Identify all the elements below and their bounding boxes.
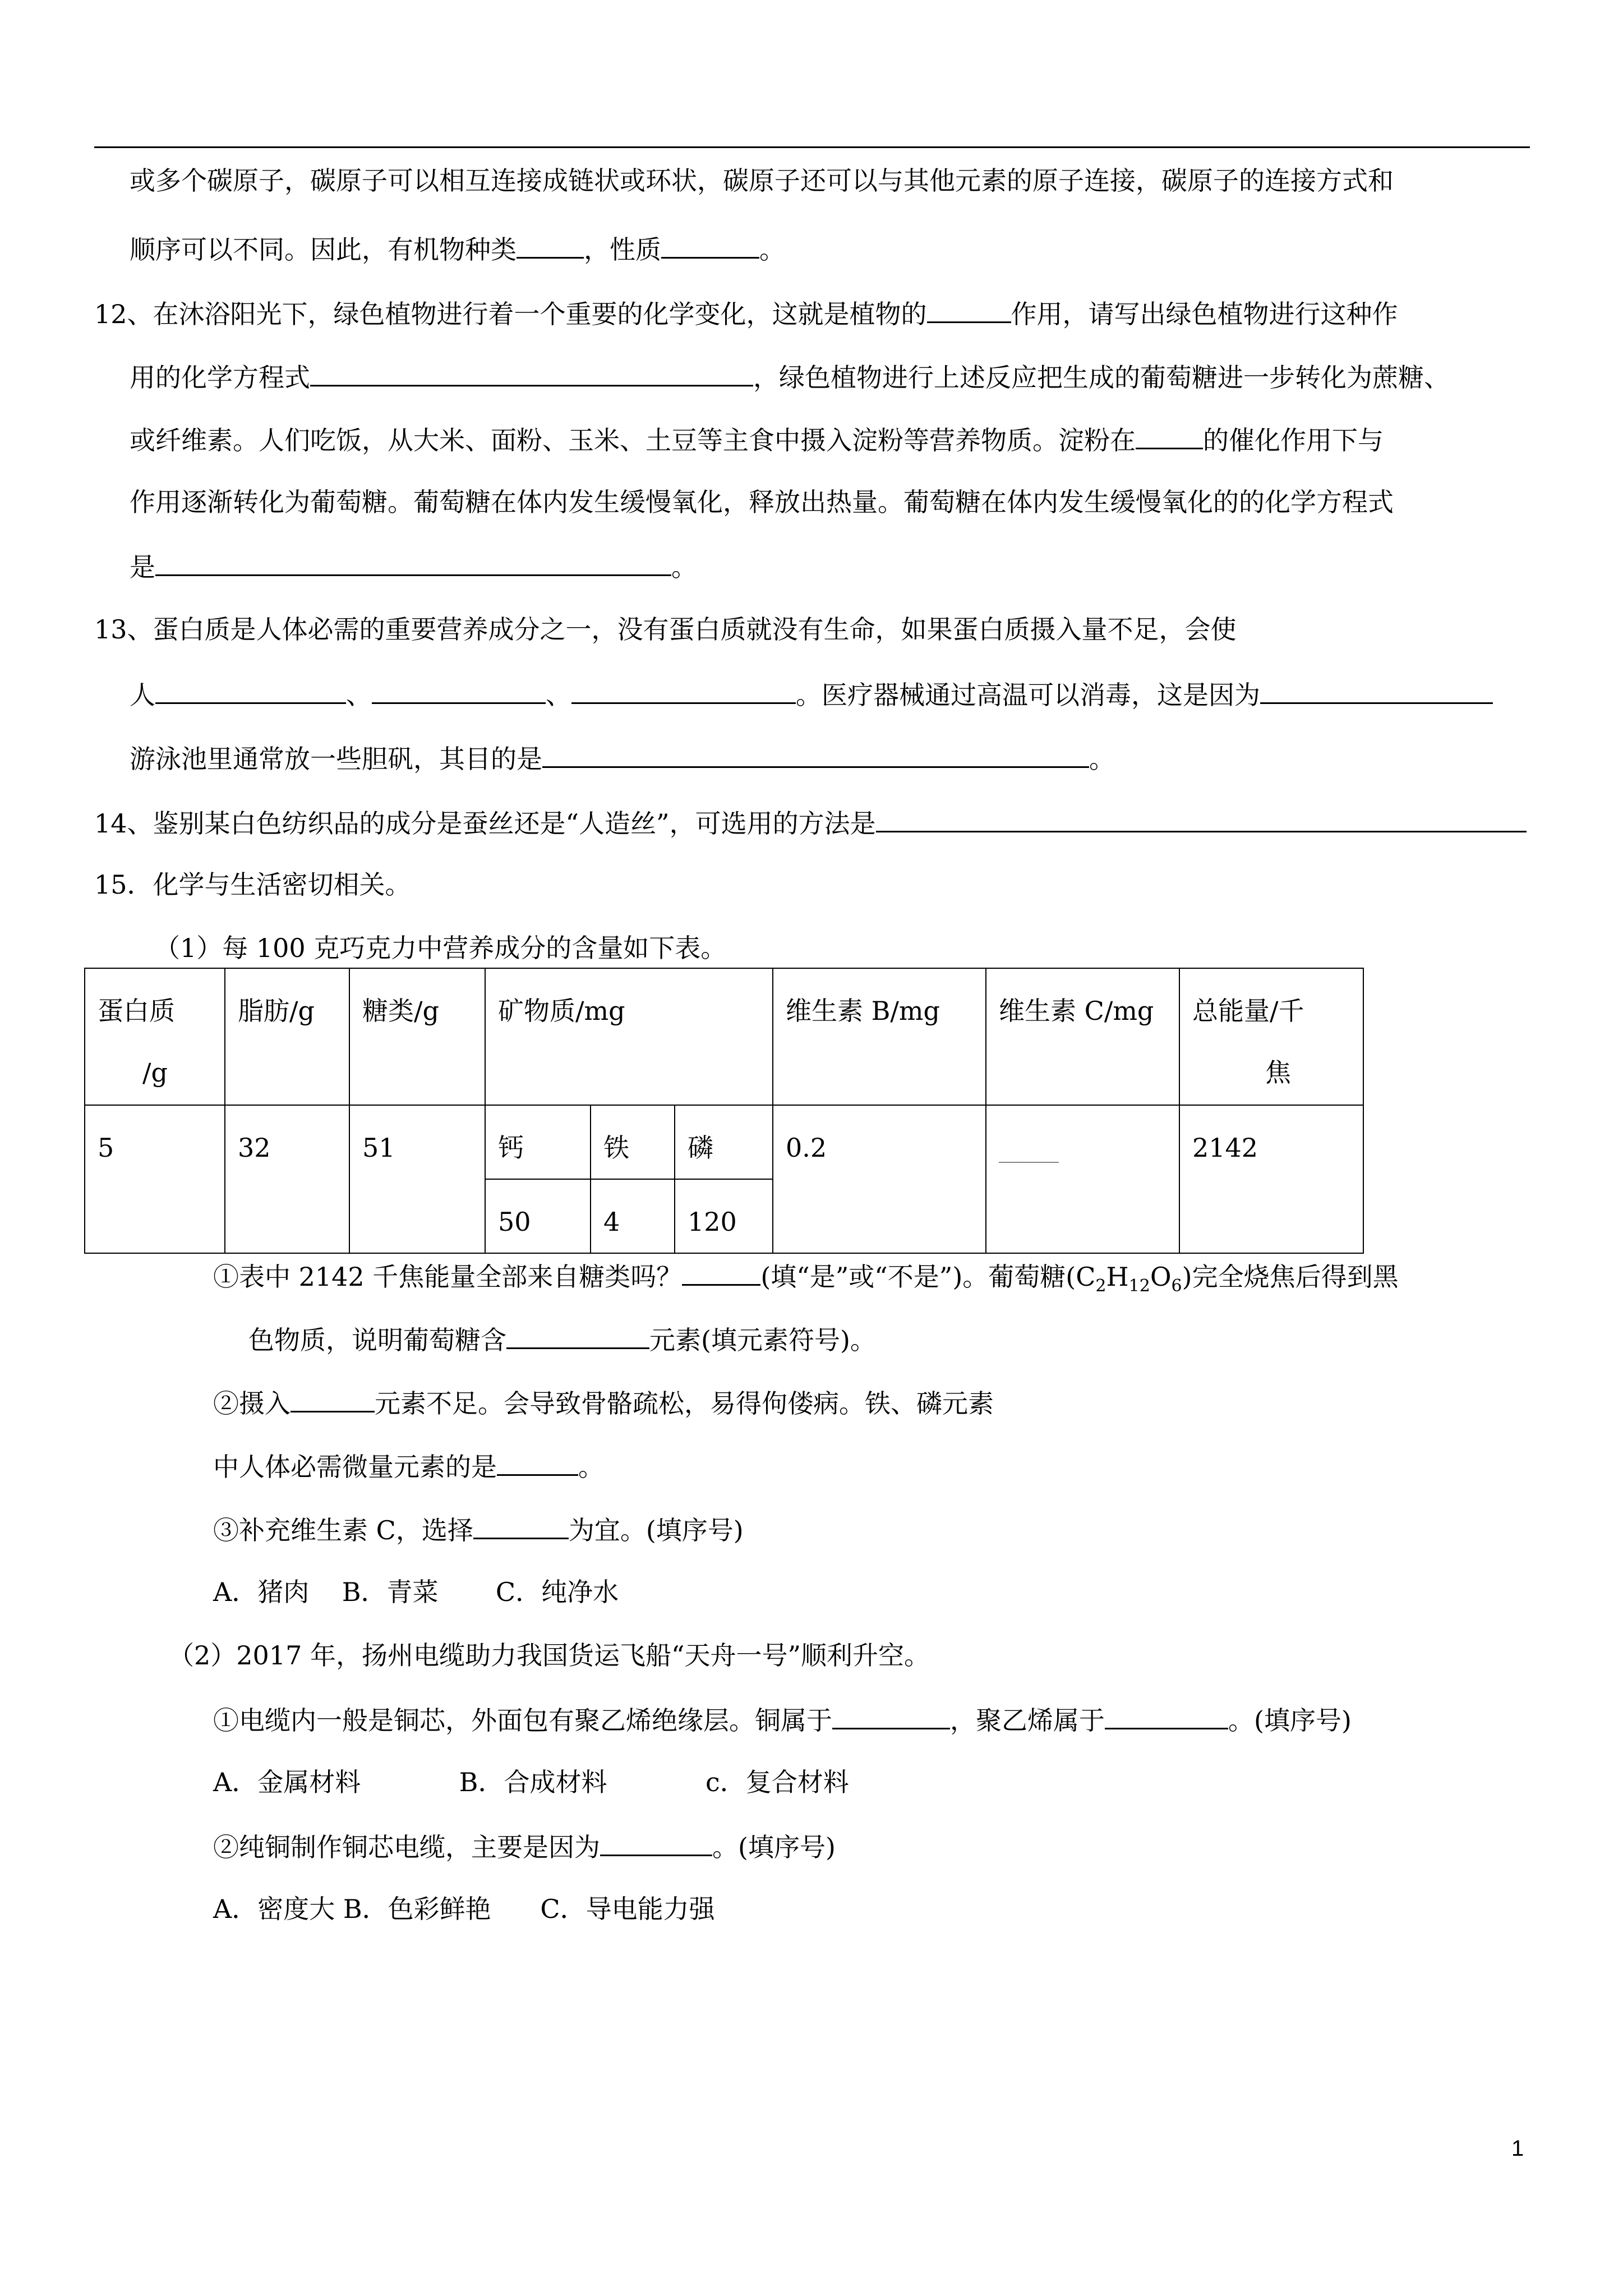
q13-blank-3[interactable] — [571, 677, 796, 704]
th-vitamin-c: 维生素 C/mg — [986, 968, 1179, 1105]
q15-s3-blank-choice[interactable] — [473, 1512, 569, 1539]
cell-mineral-ca-value: 50 — [485, 1179, 591, 1253]
header-rule — [94, 146, 1530, 148]
q15-part2-intro: （2）2017 年，扬州电缆助力我国货运飞船“天舟一号”顺利升空。 — [168, 1640, 930, 1671]
q13-blank-2[interactable] — [372, 677, 546, 704]
q14-blank-method[interactable] — [876, 805, 1527, 832]
cell-mineral-p-value: 120 — [675, 1179, 773, 1253]
q12-line3: 或纤维素。人们吃饭，从大米、面粉、玉米、土豆等主食中摄入淀粉等营养物质。淀粉在 的催化作用下与 — [130, 422, 1384, 457]
q11-blank-property[interactable] — [661, 231, 759, 259]
q15-s1-line2: 色物质，说明葡萄糖含 元素(填元素符号)。 — [248, 1322, 876, 1357]
q12-blank-catalyst[interactable] — [1136, 422, 1203, 449]
q15-s3-options: A．猪肉 B．青菜 C．纯净水 — [213, 1577, 619, 1607]
q12-line5: 是 。 — [130, 549, 697, 584]
q15-s2-blank-element[interactable] — [291, 1385, 375, 1412]
q12-blank-equation1[interactable] — [310, 359, 753, 386]
q11-line2: 顺序可以不同。因此，有机物种类 ，性质 。 — [130, 231, 785, 266]
q15-title: 15．化学与生活密切相关。 — [94, 869, 411, 900]
th-mineral: 矿物质/mg — [485, 968, 773, 1105]
nutrition-table — [84, 968, 1364, 1254]
q15-s3-line: ③补充维生素 C，选择 为宜。(填序号) — [213, 1512, 744, 1547]
cell-protein: 5 — [85, 1105, 225, 1253]
q15-p2s1-blank-polyethylene[interactable] — [1105, 1702, 1228, 1729]
cell-energy: 2142 — [1179, 1105, 1363, 1253]
cell-mineral-fe-value: 4 — [591, 1179, 675, 1253]
cell-vitamin-c[interactable]: _____ — [986, 1105, 1179, 1253]
q15-s2-blank-trace[interactable] — [497, 1448, 578, 1476]
th-energy: 总能量/千 焦 — [1179, 968, 1363, 1105]
q15-p2s1-options: A．金属材料 B．合成材料 c．复合材料 — [213, 1767, 849, 1797]
th-sugar: 糖类/g — [349, 968, 485, 1105]
q15-s1-blank-element[interactable] — [506, 1322, 649, 1349]
q15-part1-intro: （1）每 100 克巧克力中营养成分的含量如下表。 — [154, 933, 727, 963]
cell-sugar: 51 — [349, 1105, 485, 1253]
q12-blank-equation2[interactable] — [155, 549, 671, 576]
cell-fat: 32 — [225, 1105, 349, 1253]
q13-line3: 游泳池里通常放一些胆矾，其目的是 。 — [130, 740, 1115, 776]
q15-s1-line1: ①表中 2142 千焦能量全部来自糖类吗？ (填“是”或“不是”)。葡萄糖$(C_2H_{12}O_6)$完全烧焦后得到黑 — [213, 1258, 1399, 1303]
q13-blank-reason[interactable] — [1260, 677, 1493, 704]
q13-blank-1[interactable] — [155, 677, 346, 704]
q13-line2: 人 、 、 。医疗器械通过高温可以消毒，这是因为 — [130, 677, 1493, 712]
q15-p2s2-options: A．密度大 B．色彩鲜艳 C．导电能力强 — [213, 1894, 715, 1924]
q11-blank-variety[interactable] — [517, 231, 584, 259]
th-protein: 蛋白质 /g — [85, 968, 225, 1105]
q15-p2s1-blank-copper[interactable] — [832, 1702, 950, 1729]
cell-mineral-p-label: 磷 — [675, 1105, 773, 1179]
q13-line1: 13、蛋白质是人体必需的重要营养成分之一，没有蛋白质就没有生命，如果蛋白质摄入量不足，会使 — [94, 614, 1237, 645]
q15-p2s2-line: ②纯铜制作铜芯电缆，主要是因为 。(填序号) — [213, 1829, 836, 1864]
page-number: 1 — [1511, 2136, 1524, 2161]
q11-line1: 或多个碳原子，碳原子可以相互连接成链状或环状，碳原子还可以与其他元素的原子连接，碳原子的连接方式和 — [130, 165, 1394, 196]
cell-mineral-fe-label: 铁 — [591, 1105, 675, 1179]
cell-vitamin-b: 0.2 — [773, 1105, 986, 1253]
q13-blank-purpose[interactable] — [542, 740, 1089, 768]
q15-p2s1-line: ①电缆内一般是铜芯，外面包有聚乙烯绝缘层。铜属于 ，聚乙烯属于 。(填序号) — [213, 1702, 1352, 1737]
q15-s2-line1: ②摄入 元素不足。会导致骨骼疏松，易得佝偻病。铁、磷元素 — [213, 1385, 994, 1420]
q14-line: 14、鉴别某白色纺织品的成分是蚕丝还是“人造丝”，可选用的方法是 — [94, 805, 1527, 840]
th-fat: 脂肪/g — [225, 968, 349, 1105]
q15-s2-line2: 中人体必需微量元素的是 。 — [213, 1448, 604, 1484]
q12-line1: 12、在沐浴阳光下，绿色植物进行着一个重要的化学变化，这就是植物的 作用，请写出绿色植物进行这种作 — [94, 296, 1398, 331]
th-vitamin-b: 维生素 B/mg — [773, 968, 986, 1105]
q15-s1-blank-yesno[interactable] — [682, 1258, 760, 1286]
q12-blank-process[interactable] — [927, 296, 1011, 323]
q12-line4: 作用逐渐转化为葡萄糖。葡萄糖在体内发生缓慢氧化，释放出热量。葡萄糖在体内发生缓慢氧化的的化学方程式 — [130, 487, 1394, 517]
cell-mineral-ca-label: 钙 — [485, 1105, 591, 1179]
q12-line2: 用的化学方程式 ，绿色植物进行上述反应把生成的葡萄糖进一步转化为蔗糖、 — [130, 359, 1450, 394]
q15-p2s2-blank-reason[interactable] — [600, 1829, 712, 1856]
